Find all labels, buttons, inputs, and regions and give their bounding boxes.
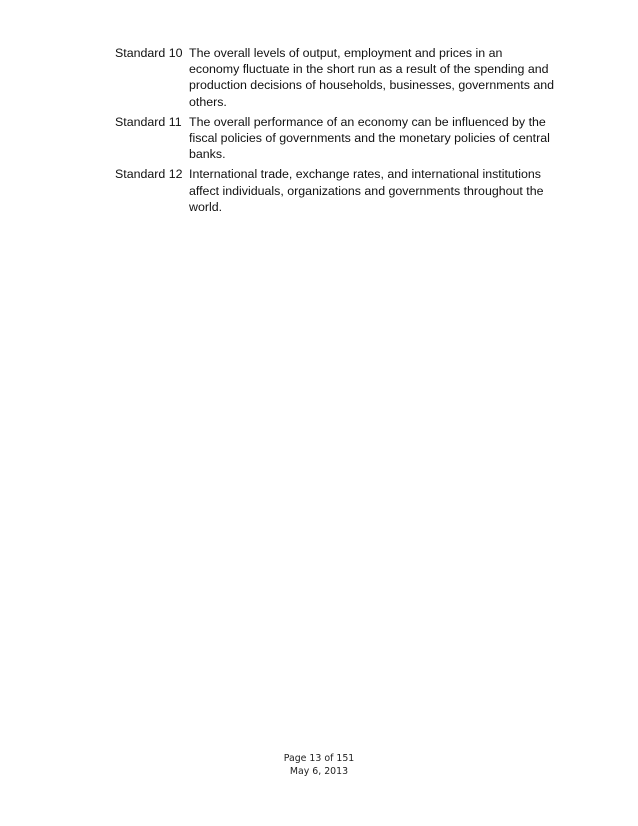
standards-list [115,45,555,219]
standard-label: Standard 12 [115,167,183,182]
standard-row [115,114,555,163]
page-footer [0,752,638,778]
standard-text: The overall performance of an economy can be influenced by the fiscal policies of governments and the monetary policies of central banks. [189,114,550,162]
standard-label: Standard 11 [115,114,182,129]
standard-row [115,166,555,215]
standard-row [115,45,555,110]
standard-text: International trade, exchange rates, and international institutions affect individuals, organizations and governments throughout the world. [189,167,544,214]
standard-label: Standard 10 [115,46,183,60]
standard-text: The overall levels of output, employment and prices in an economy fluctuate in the short run as a result of the spending and production decisions of households, businesses, governments and others. [189,46,555,109]
footer-date: May 6, 2013 [289,766,349,777]
page-number: Page 13 of 151 [283,753,355,764]
